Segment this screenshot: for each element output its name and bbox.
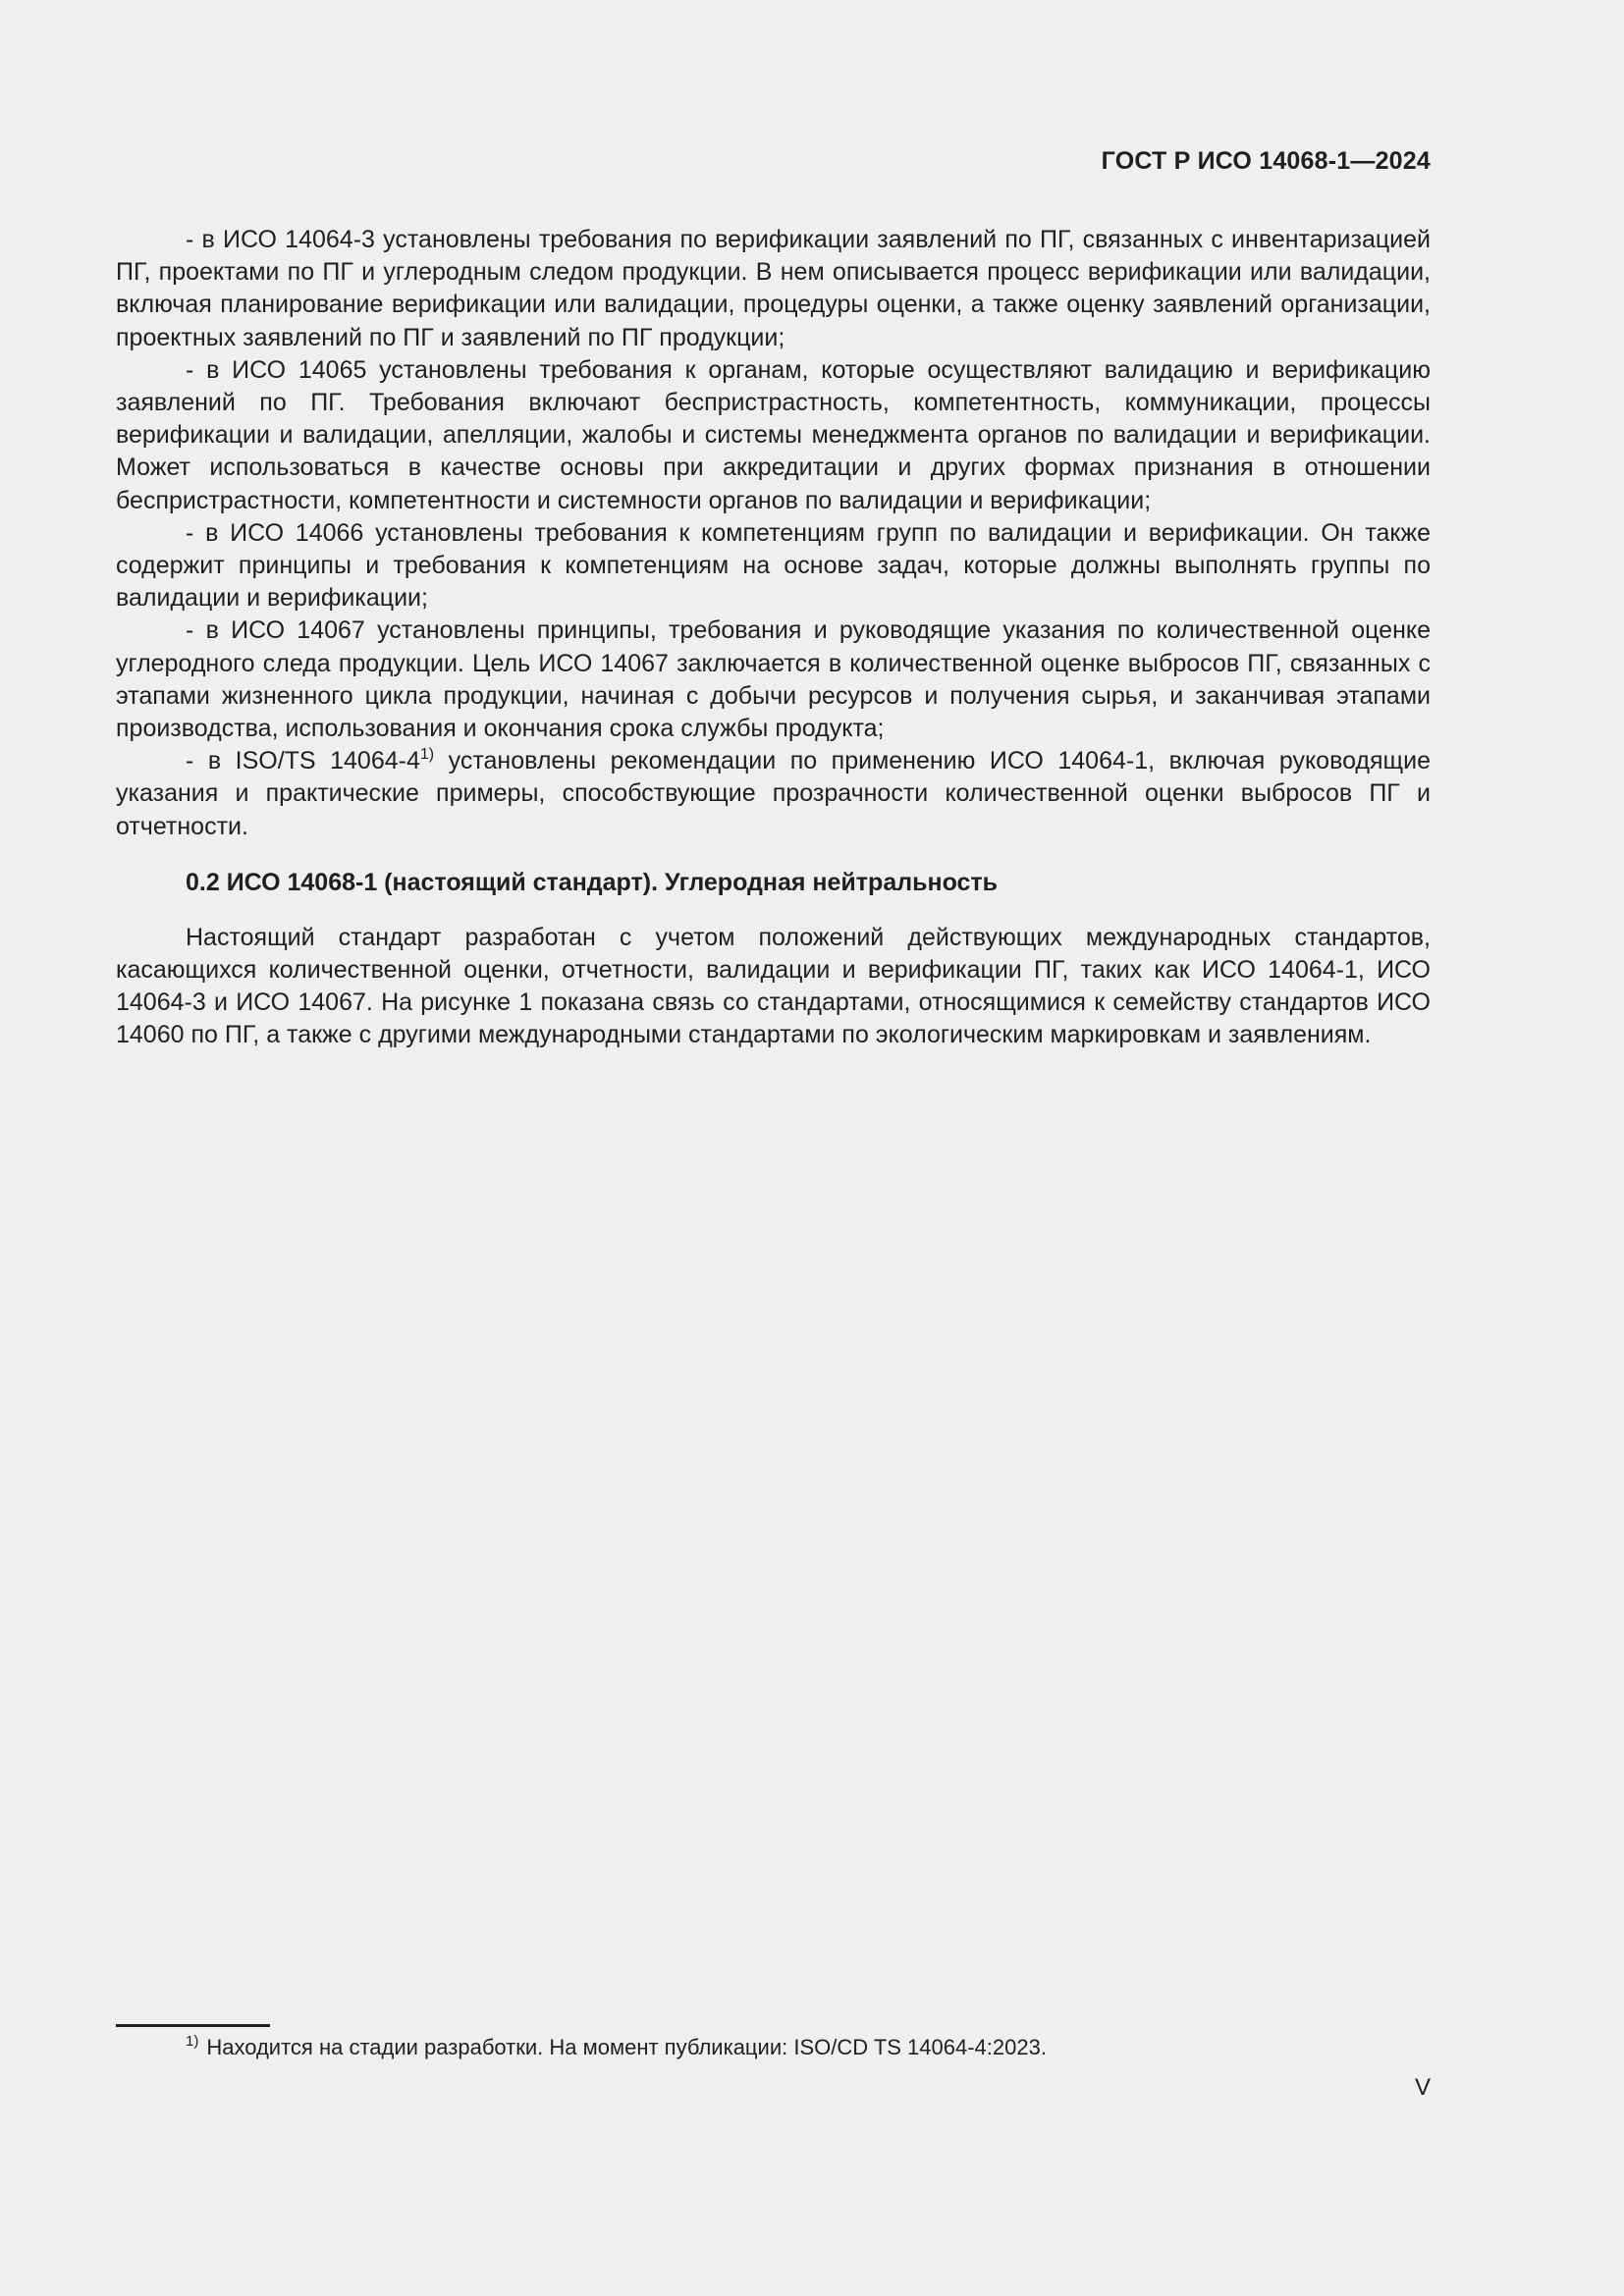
list-item: - в ИСО 14067 установлены принципы, требования и руководящие указания по количественной оценке углеродного следа продукции. Цель ИСО 14067 заключается в количественной оценке выбросов ПГ, связанных с этапами жизненного цикла продукции, начиная с добычи ресурсов и получения сырья, и заканчивая этапами производства, использования и окончания срока службы продукта; — [116, 616, 1431, 743]
list-item — [116, 745, 1431, 843]
body-text — [116, 224, 1431, 1052]
footnote-text: Находится на стадии разработки. На момент публикации: ISO/CD TS 14064-4:2023. — [206, 2035, 1047, 2059]
section-title: 0.2 ИСО 14068-1 (настоящий стандарт). Углеродная нейтральность — [186, 868, 999, 896]
footnote-marker: 1) — [186, 2033, 199, 2050]
list-item: - в ИСО 14066 установлены требования к компетенциям групп по валидации и верификации. Он также содержит принципы и требования к компетенциям на основе задач, которые должны выполнять группы по валидации и верификации; — [116, 518, 1431, 613]
list-item: - в ИСО 14065 установлены требования к органам, которые осуществляют валидацию и верификацию заявлений по ПГ. Требования включают беспристрастность, компетентность, коммуникации, процессы верификации и валидации, апелляции, жалобы и системы менеджмента органов по валидации и верификации. Может использоваться в качестве основы при аккредитации и других формах признания в отношении беспристрастности, компетентности и системности органов по валидации и верификации; — [116, 355, 1431, 514]
footnote-reference: 1) — [419, 746, 435, 764]
page-number: V — [1414, 2074, 1431, 2101]
document-header: ГОСТ Р ИСО 14068-1—2024 — [1101, 147, 1431, 175]
list-item-text-start: - в ISO/TS 14064-4 — [186, 747, 420, 775]
section-paragraph: Настоящий стандарт разработан с учетом положений действующих международных стандартов, касающихся количественной оценки, отчетности, валидации и верификации ПГ, таких как ИСО 14064-1, ИСО 14064-3 и ИСО 14067. На рисунке 1 показана связь со стандартами, относящимися к семейству стандартов ИСО 14060 по ПГ, а также с другими международными стандартами по экологическим маркировкам и заявлениям. — [116, 923, 1431, 1049]
footnote — [186, 2032, 1047, 2063]
list-item: - в ИСО 14064-3 установлены требования по верификации заявлений по ПГ, связанных с инвентаризацией ПГ, проектами по ПГ и углеродным следом продукции. В нем описывается процесс верификации или валидации, включая планирование верификации или валидации, процедуры оценки, а также оценку заявлений организации, проектных заявлений по ПГ и заявлений по ПГ продукции; — [116, 226, 1431, 351]
list-item-text-end: установлены рекомендации по применению ИСО 14064-1, включая руководящие указания и практические примеры, способствующие прозрачности количественной оценки выбросов ПГ и отчетности. — [116, 747, 1431, 840]
footnote-separator — [116, 2024, 270, 2027]
